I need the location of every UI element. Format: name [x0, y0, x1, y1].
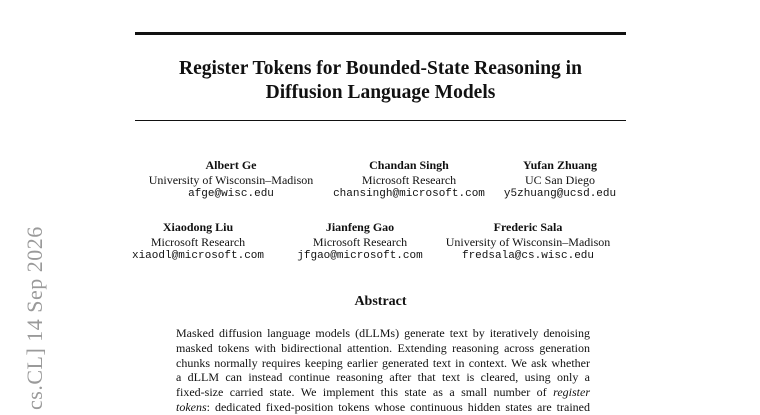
author-affiliation: Microsoft Research [150, 234, 246, 249]
abstract-line: masked tokens with bidirectional attention. Extending reasoning across generation [176, 340, 590, 355]
author-name: Xiaodong Liu [162, 220, 234, 234]
author-name: Frederic Sala [493, 220, 563, 234]
author-block [475, 158, 645, 202]
author-email: y5zhuang@ucsd.edu [503, 188, 617, 200]
paper-title-line-1: Register Tokens for Bounded-State Reasoning in [179, 58, 582, 79]
title-top-rule [135, 32, 626, 35]
abstract-line: chunks normally requires keeping earlier generated text in context. We ask whether [176, 355, 590, 370]
abstract-line [176, 385, 590, 400]
abstract-italic-term: register [553, 385, 591, 400]
paper-title-line-2: Diffusion Language Models [265, 82, 496, 103]
author-block [428, 220, 628, 264]
title-bottom-rule [135, 120, 626, 121]
abstract-italic-term: tokens [176, 399, 207, 414]
author-block [118, 220, 278, 264]
paper-title [135, 57, 626, 105]
author-email: jfgao@microsoft.com [297, 250, 423, 262]
author-name: Yufan Zhuang [523, 158, 597, 172]
author-affiliation: University of Wisconsin–Madison [445, 234, 611, 249]
author-name: Jianfeng Gao [325, 220, 395, 234]
author-name: Chandan Singh [369, 158, 449, 172]
author-block [285, 220, 435, 264]
author-affiliation: UC San Diego [525, 172, 595, 187]
author-block [324, 158, 494, 202]
author-name: Albert Ge [205, 158, 257, 172]
arxiv-side-stamp: cs.CL] 14 Sep 2026 [22, 226, 47, 410]
abstract-line [176, 400, 590, 415]
abstract-body [176, 326, 590, 415]
abstract-line: a dLLM can instead continue reasoning after that text is cleared, using only a [176, 370, 590, 385]
abstract-line: Masked diffusion language models (dLLMs) generate text by iteratively denoising [176, 326, 590, 340]
abstract-line-text: : dedicated fixed-position tokens whose continuous hidden states are trained [206, 399, 590, 414]
author-email: afge@wisc.edu [188, 188, 274, 200]
author-email: chansingh@microsoft.com [333, 188, 485, 200]
author-affiliation: Microsoft Research [361, 172, 457, 187]
abstract-line-text: fixed-size carried state. We implement this state as a small number of [176, 385, 547, 400]
author-block [131, 158, 331, 202]
author-email: fredsala@cs.wisc.edu [461, 250, 595, 262]
author-affiliation: University of Wisconsin–Madison [148, 172, 314, 187]
author-email: xiaodl@microsoft.com [131, 250, 265, 262]
author-affiliation: Microsoft Research [312, 234, 408, 249]
abstract-heading: Abstract [354, 294, 407, 309]
